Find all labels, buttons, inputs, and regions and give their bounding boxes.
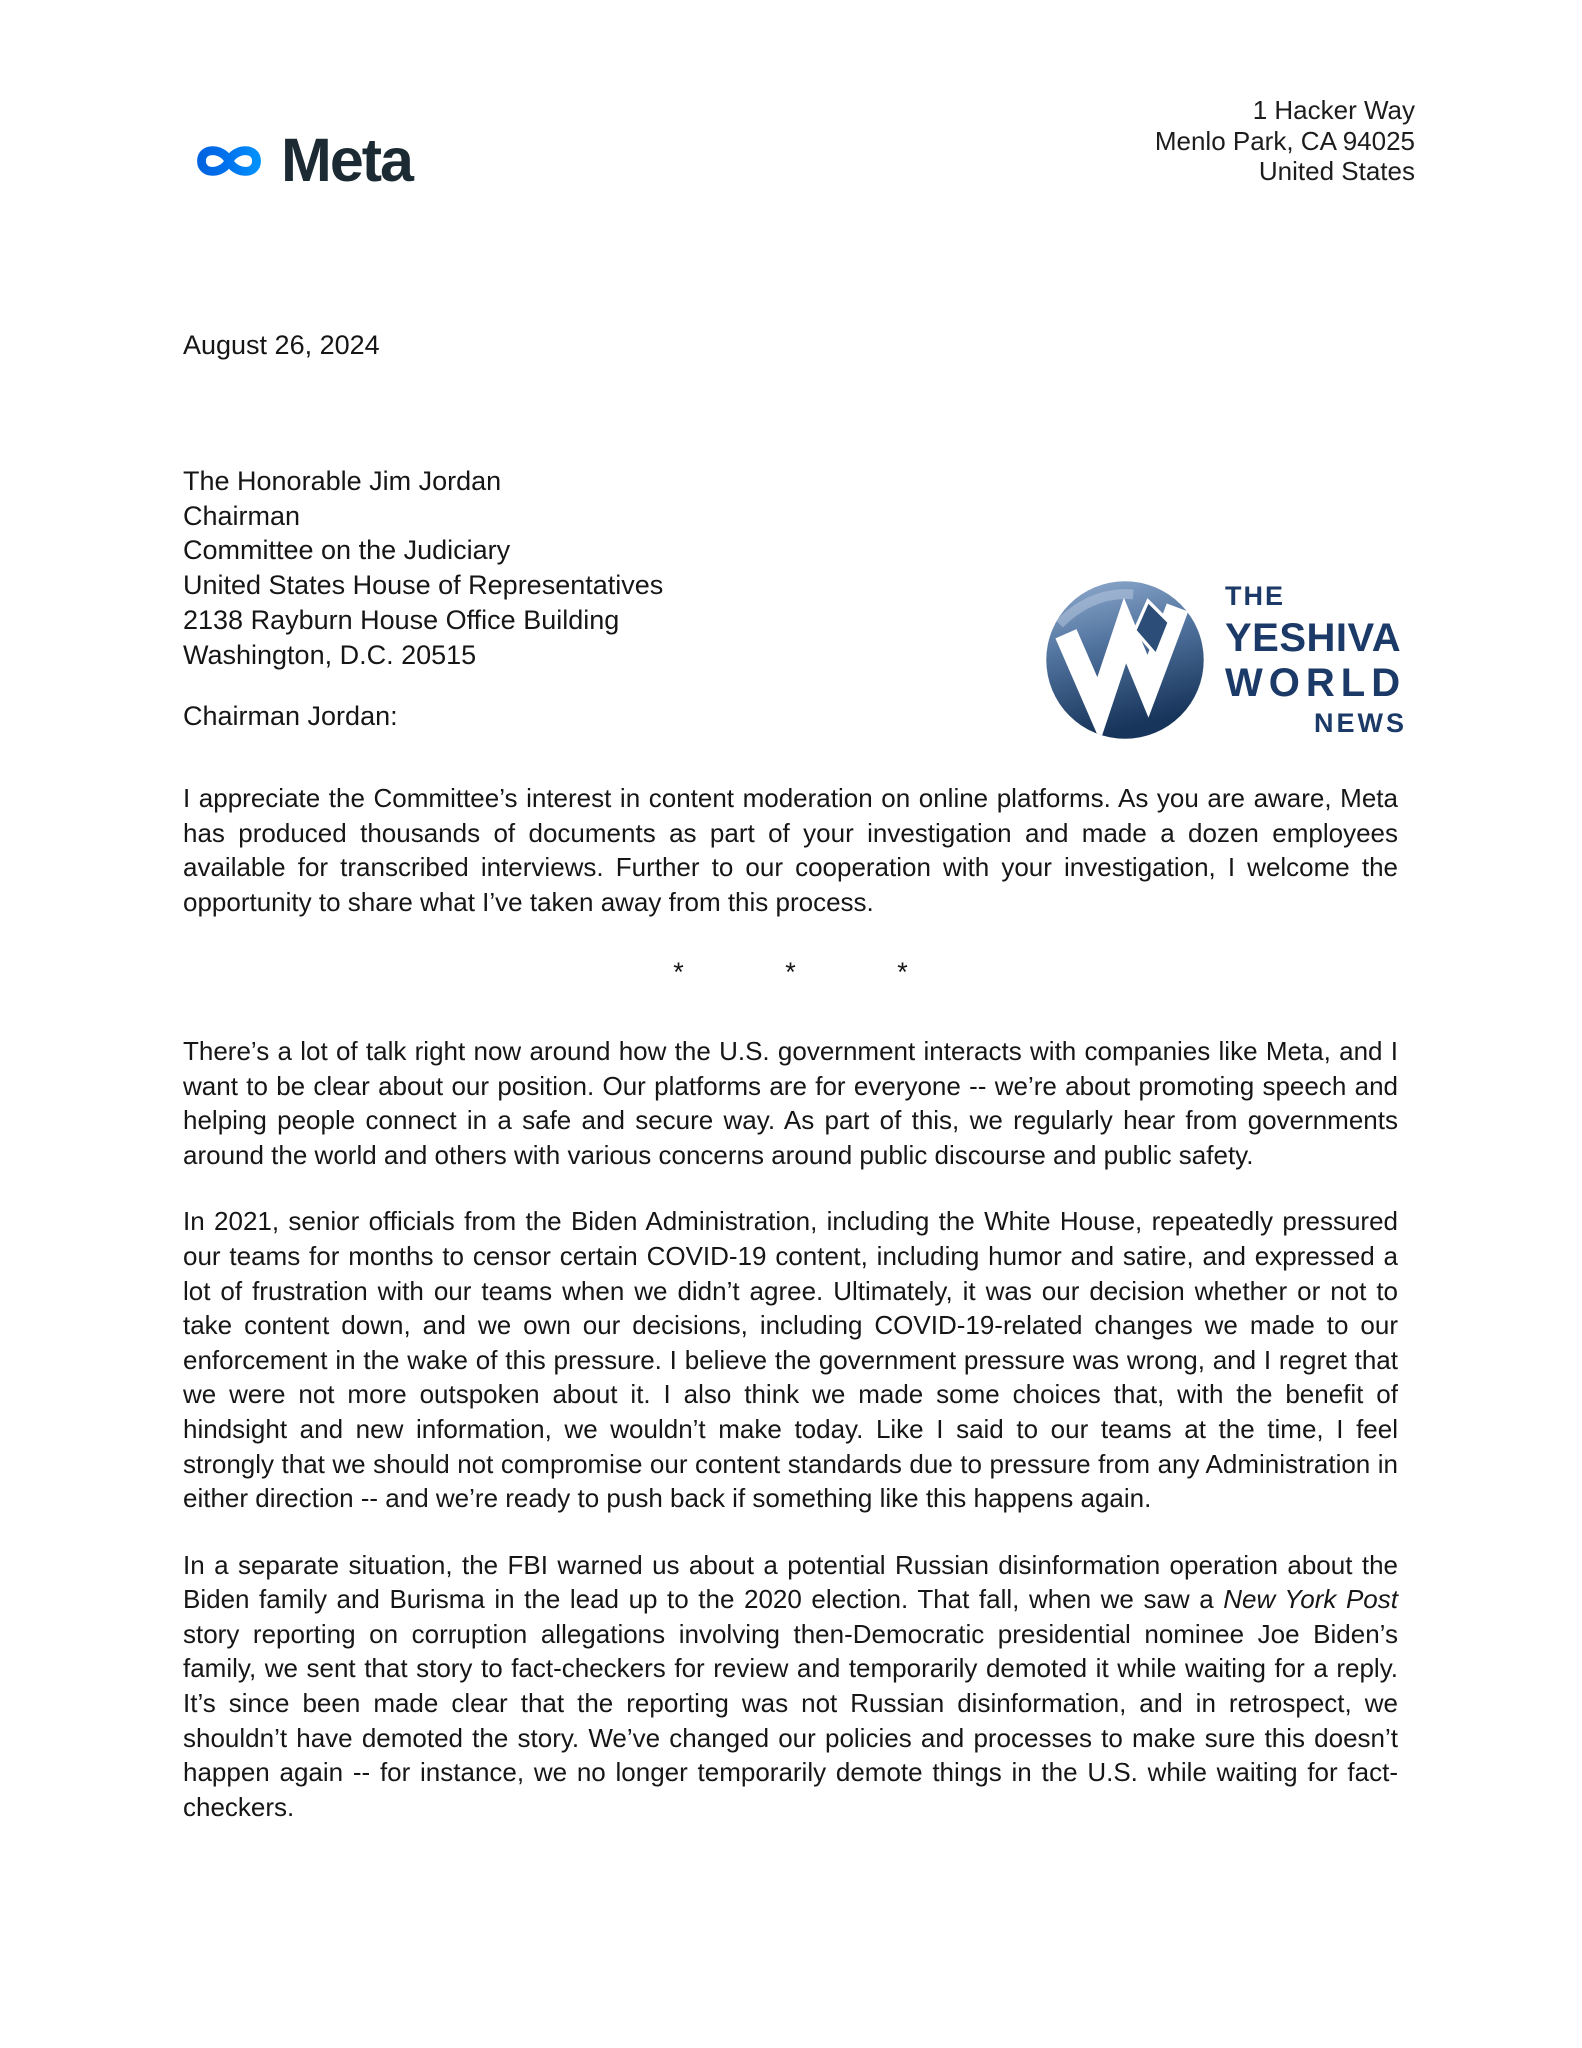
sender-address [1155,95,1415,187]
recipient-committee: Committee on the Judiciary [183,535,511,566]
paragraph-fbi-warning-start: In a separate situation, the FBI warned us about a potential Russian disinformation operation about the Biden family and Burisma in the lead up to the 2020 election. That fall, when we saw a [183,1549,1398,1615]
news-logo-line-the: THE [1225,581,1285,611]
news-logo-line-news: NEWS [1314,708,1407,738]
recipient-address [183,464,663,672]
separator-asterisk: * [897,957,908,988]
meta-infinity-icon [193,133,265,189]
publication-name-italic: New York Post [1223,1584,1398,1615]
news-logo-line-yeshiva: YESHIVA [1225,616,1402,660]
news-logo-text [1225,583,1407,737]
recipient-city: Washington, D.C. 20515 [183,639,477,670]
recipient-name: The Honorable Jim Jordan [183,466,502,496]
paragraph-fbi-warning-end: story reporting on corruption allegations involving then-Democratic presidential nominee Joe Biden’s family, we sent that story to fact-checkers for review and temporarily demoted it while waiting for a reply. It’s since been made clear that the reporting was not Russian disinformation, and in retrospect, we shouldn’t have demoted the story. We’ve changed our policies and processes to make sure this doesn’t happen again -- for instance, we no longer temporarily demote things in the U.S. while waiting for fact-checkers. [183,1618,1398,1822]
paragraph-cooperation: I appreciate the Committee’s interest in content moderation on online platforms. As you are aware, Meta has produced thousands of documents as part of your investigation and made a dozen employees available for transcribed interviews. Further to our cooperation with your investigation, I welcome the opportunity to share what I’ve taken away from this process. [183,783,1398,917]
meta-wordmark: Meta [281,126,412,194]
paragraph-platform-position: There’s a lot of talk right now around how the U.S. government interacts with companies like Meta, and I want to be clear about our position. Our platforms are for everyone -- we’re about promoting speech and helping people connect in a safe and secure way. As part of this, we regularly hear from governments around the world and others with various concerns around public discourse and public safety. [183,1035,1398,1170]
paragraph-fbi-warning [183,1548,1398,1825]
globe-monogram-icon [1043,578,1207,742]
letter-body [183,781,1398,1856]
salutation: Chairman Jordan: [183,701,398,731]
letter-date: August 26, 2024 [183,330,380,360]
sender-address-line: Menlo Park, CA 94025 [1154,125,1415,156]
recipient-street: 2138 Rayburn House Office Building [183,604,620,635]
meta-logo [193,126,412,194]
sender-address-line: 1 Hacker Way [1252,95,1415,125]
separator-asterisk: * [785,957,796,988]
yeshiva-world-news-logo [1043,578,1407,742]
recipient-title: Chairman [183,500,301,531]
paragraph-2021-pressure: In 2021, senior officials from the Biden Administration, including the White House, repeatedly pressured our teams for months to censor certain COVID-19 content, including humor and satire, and expressed a lot of frustration with our teams when we didn’t agree. Ultimately, it was our decision whether or not to take content down, and we own our decisions, including COVID-19-related changes we made to our enforcement in the wake of this pressure. I believe the government pressure was wrong, and I regret that we were not more outspoken about it. I also think we made some choices that, with the benefit of hindsight and new information, we wouldn’t make today. Like I said to our teams at the time, I feel strongly that we should not compromise our content standards due to pressure from any Administration in either direction -- and we’re ready to push back if something like this happens again. [183,1206,1398,1514]
separator-asterisk: * [673,957,684,988]
recipient-institution: United States House of Representatives [183,570,664,601]
section-separator [183,955,1398,990]
news-logo-line-world: WORLD [1225,661,1407,705]
sender-address-line: United States [1258,156,1415,186]
